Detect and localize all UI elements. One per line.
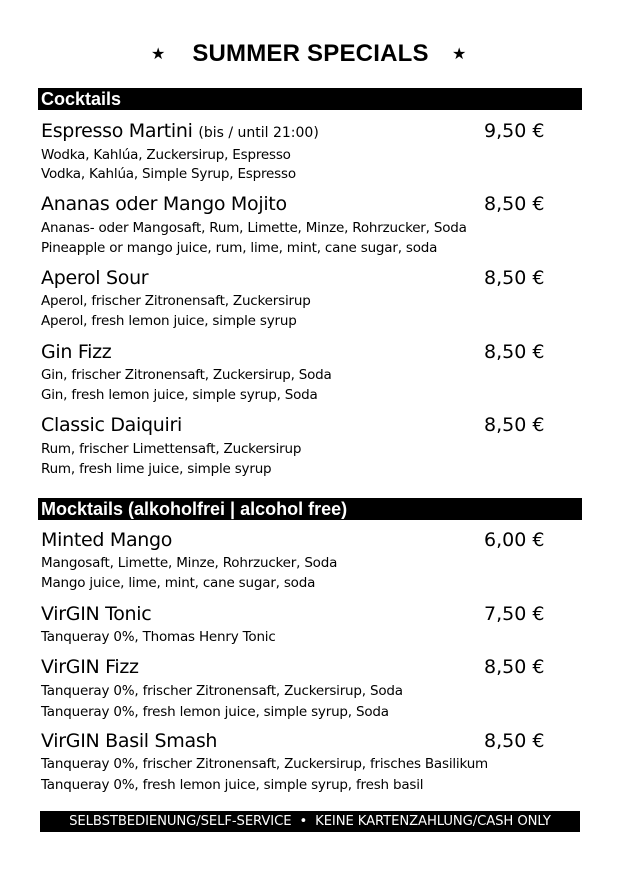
star-icon-left: ★	[151, 44, 166, 63]
item-name: VirGIN Fizz	[41, 656, 139, 678]
star-icon-right: ★	[452, 44, 467, 63]
item-price: 8,50 €	[484, 414, 545, 436]
footer-self-service: SELBSTBEDIENUNG/SELF-SERVICE	[69, 814, 292, 829]
item-description-de: Aperol, frischer Zitronensaft, Zuckersirup	[41, 293, 311, 309]
item-price: 8,50 €	[484, 267, 545, 289]
item-description-en: Rum, fresh lime juice, simple syrup	[41, 461, 272, 477]
item-description-en: Pineapple or mango juice, rum, lime, mint, cane sugar, soda	[41, 240, 438, 256]
menu-item-mojito	[41, 192, 581, 256]
menu-item-minted-mango	[41, 528, 581, 592]
item-name: Ananas oder Mango Mojito	[41, 193, 287, 215]
item-price: 7,50 €	[484, 603, 545, 625]
item-description-en: Tanqueray 0%, fresh lemon juice, simple syrup, Soda	[41, 704, 389, 720]
item-description-de: Gin, frischer Zitronensaft, Zuckersirup, Soda	[41, 367, 332, 383]
section-heading-mocktails	[38, 498, 582, 520]
section-heading-label: Cocktails	[41, 89, 122, 109]
item-name: VirGIN Basil Smash	[41, 730, 218, 752]
menu-item-virgin-fizz	[41, 655, 581, 719]
item-note: (bis / until 21:00)	[198, 125, 319, 141]
menu-item-virgin-tonic	[41, 602, 581, 646]
item-price: 8,50 €	[484, 730, 545, 752]
menu-item-aperol-sour	[41, 266, 581, 330]
menu-title-row	[0, 40, 621, 74]
footer-cash-only: KEINE KARTENZAHLUNG/CASH ONLY	[315, 814, 551, 829]
menu-item-gin-fizz	[41, 340, 581, 404]
item-description-en: Vodka, Kahlúa, Simple Syrup, Espresso	[41, 166, 296, 182]
item-name: Espresso Martini (bis / until 21:00)	[41, 120, 319, 142]
menu-item-espresso-martini	[41, 119, 581, 183]
item-description-en: Mango juice, lime, mint, cane sugar, soda	[41, 575, 316, 591]
item-name: Classic Daiquiri	[41, 414, 182, 436]
item-description-de: Ananas- oder Mangosaft, Rum, Limette, Minze, Rohrzucker, Soda	[41, 220, 467, 236]
item-description-de: Tanqueray 0%, frischer Zitronensaft, Zuckersirup, Soda	[41, 683, 403, 699]
section-heading-cocktails	[38, 88, 582, 110]
item-description-de: Mangosaft, Limette, Minze, Rohrzucker, Soda	[41, 555, 338, 571]
item-description-en: Aperol, fresh lemon juice, simple syrup	[41, 313, 297, 329]
item-name: Gin Fizz	[41, 341, 112, 363]
footer-notice	[40, 811, 580, 832]
menu-title: SUMMER SPECIALS	[192, 40, 429, 67]
item-description-en: Gin, fresh lemon juice, simple syrup, Soda	[41, 387, 318, 403]
menu-item-classic-daiquiri	[41, 413, 581, 477]
item-name: Aperol Sour	[41, 267, 149, 289]
item-description-en: Tanqueray 0%, fresh lemon juice, simple syrup, fresh basil	[41, 777, 424, 793]
item-price: 9,50 €	[484, 120, 545, 142]
item-description-de: Tanqueray 0%, Thomas Henry Tonic	[41, 629, 276, 645]
item-description-de: Wodka, Kahlúa, Zuckersirup, Espresso	[41, 147, 291, 163]
menu-item-virgin-basil-smash	[41, 729, 581, 793]
section-heading-label: Mocktails (alkoholfrei | alcohol free)	[41, 499, 348, 519]
item-description-de: Rum, frischer Limettensaft, Zuckersirup	[41, 441, 302, 457]
item-price: 8,50 €	[484, 193, 545, 215]
item-price: 8,50 €	[484, 341, 545, 363]
item-name: Minted Mango	[41, 529, 173, 551]
item-description-de: Tanqueray 0%, frischer Zitronensaft, Zuckersirup, frisches Basilikum	[41, 756, 488, 772]
bullet-icon: •	[299, 814, 308, 829]
item-price: 6,00 €	[484, 529, 545, 551]
item-name: VirGIN Tonic	[41, 603, 152, 625]
item-price: 8,50 €	[484, 656, 545, 678]
